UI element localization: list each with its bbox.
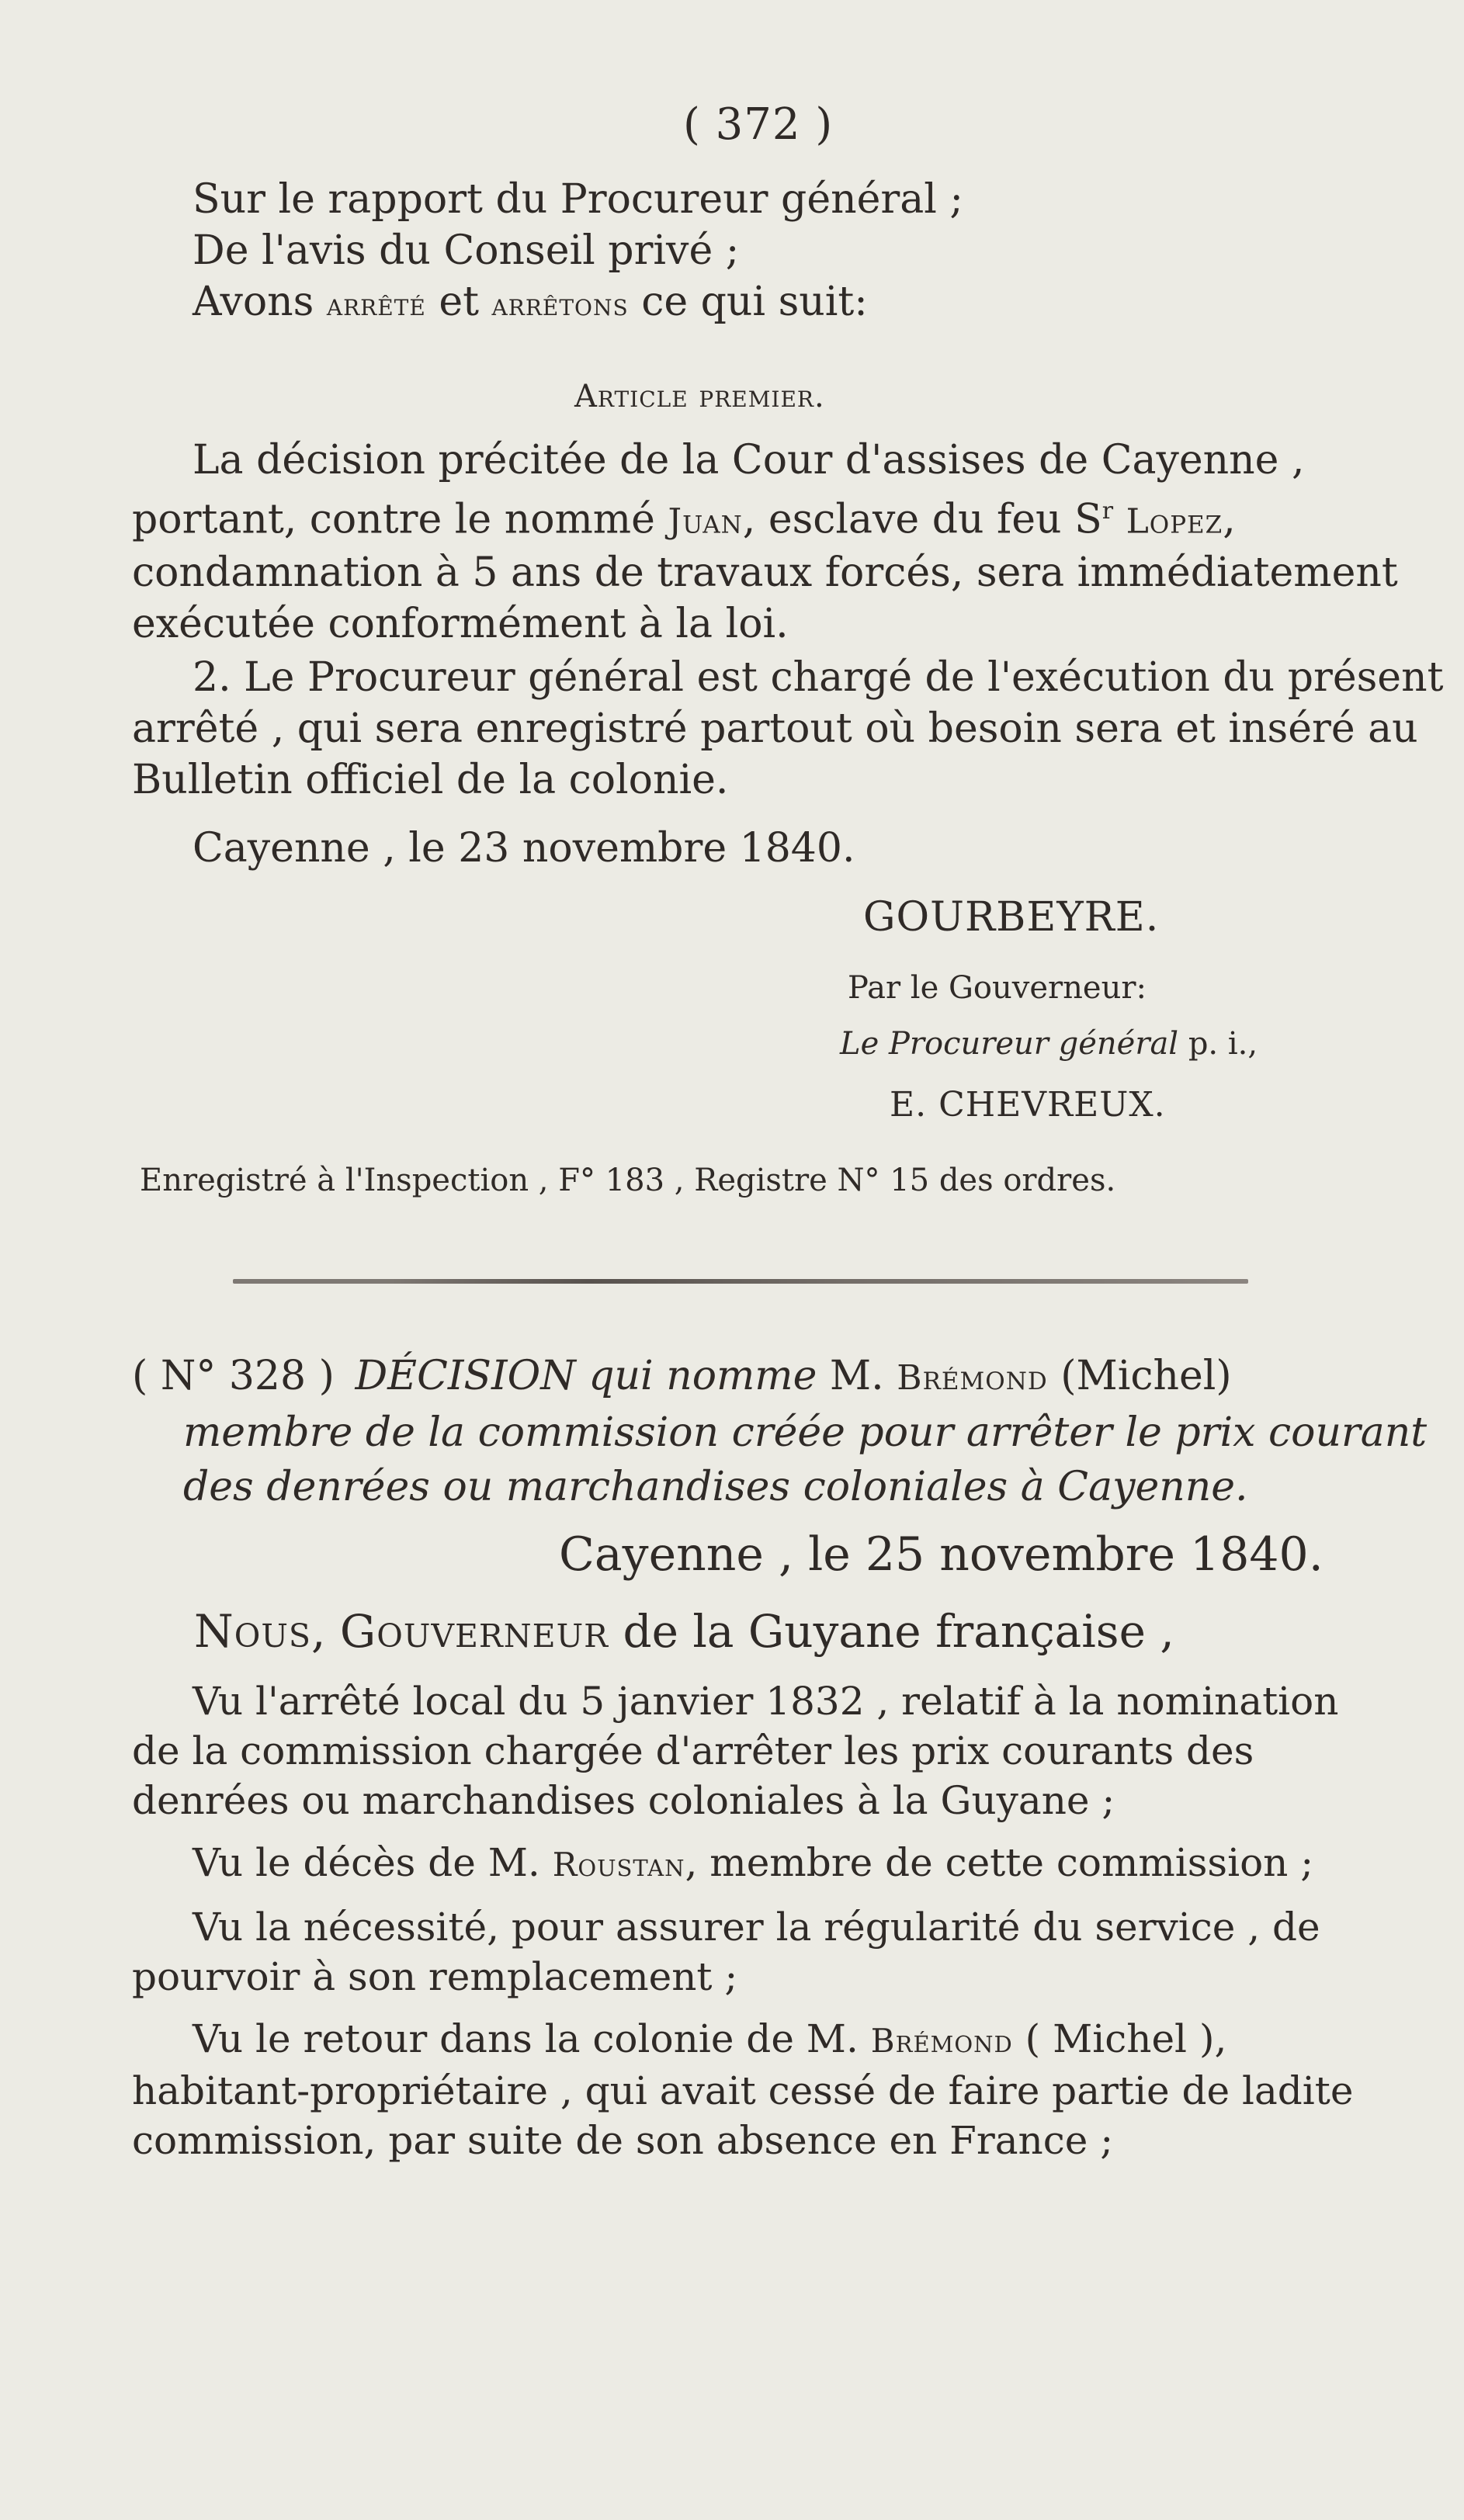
body-p2-c: , membre de cette commission ;	[685, 1840, 1314, 1885]
intro-et: et	[439, 279, 479, 325]
body-p3-line-1: Vu la nécessité, pour assurer la régularité du service , de	[193, 1905, 1320, 1950]
article-2-line-1: 2. Le Procureur général est chargé de l'exécution du présent	[193, 654, 1444, 701]
article-1-l2-a: portant, contre le nommé	[132, 496, 655, 543]
date-1-block	[132, 823, 1389, 874]
intro-line-2: De l'avis du Conseil privé ;	[193, 227, 740, 274]
name-juan: Juan	[668, 501, 743, 542]
article-2-line-2: arrêté , qui sera enregistré partout où besoin sera et inséré au	[132, 705, 1418, 752]
body-p4-line-2: habitant-propriétaire , qui avait cessé de faire partie de ladite	[132, 2068, 1354, 2113]
procureur-italic: Le Procureur général	[840, 1026, 1179, 1062]
date-1: Cayenne , le 23 novembre 1840.	[193, 825, 855, 872]
intro-line-1: Sur le rapport du Procureur général ;	[193, 176, 963, 223]
article-1-l2-c: , esclave du feu S	[742, 496, 1102, 543]
procureur-suffix: p. i.,	[1188, 1026, 1258, 1062]
article-1-line-2	[132, 486, 1389, 547]
nous-rest: de la Guyane française ,	[609, 1605, 1174, 1658]
intro-block	[132, 174, 1389, 331]
page-number: ( 372 )	[683, 99, 834, 150]
name-bremond: Brémond	[870, 2022, 1013, 2060]
intro-line-3	[132, 276, 1389, 331]
article-1-l2-e: ,	[1223, 496, 1236, 543]
article-heading: Article premier.	[574, 379, 825, 414]
body-p4-a: Vu le retour dans la colonie de M.	[193, 2016, 859, 2061]
article-1-sup: r	[1101, 497, 1114, 525]
procureur-line	[840, 1026, 1258, 1062]
article-1-line-1: La décision précitée de la Cour d'assises de Cayenne ,	[193, 437, 1305, 484]
body-p4-c: ( Michel ),	[1025, 2016, 1227, 2061]
body-p1-line-3: denrées ou marchandises coloniales à la Guyane ;	[132, 1778, 1115, 1823]
intro-avons: Avons	[193, 279, 314, 325]
nous-line	[194, 1605, 1174, 1658]
article-2-line-3: Bulletin officiel de la colonie.	[132, 757, 729, 803]
section-divider	[233, 1279, 1248, 1284]
name-lopez: Lopez	[1126, 501, 1223, 542]
decision-name: Brémond	[897, 1358, 1048, 1398]
signature-gourbeyre: GOURBEYRE.	[863, 894, 1160, 941]
registration-note: Enregistré à l'Inspection , F° 183 , Registre N° 15 des ordres.	[140, 1163, 1116, 1198]
decision-qui-nomme: qui nomme	[588, 1353, 817, 1399]
body-p3-line-2: pourvoir à son remplacement ;	[132, 1954, 738, 1999]
article-2	[132, 652, 1444, 806]
decision-m: M.	[829, 1353, 884, 1399]
decision-heading-line-3: des denrées ou marchandises coloniales à Cayenne.	[183, 1464, 1248, 1510]
name-roustan: Roustan	[552, 1846, 685, 1884]
decision-heading	[132, 1349, 1428, 1514]
intro-arretons: arrêtons	[491, 287, 629, 323]
par-le-gouverneur: Par le Gouverneur:	[848, 970, 1147, 1006]
article-1	[132, 435, 1398, 650]
intro-ce-qui-suit: ce qui suit:	[641, 279, 868, 325]
decision-name-paren: (Michel)	[1060, 1353, 1232, 1399]
nous-word: Nous	[194, 1605, 312, 1658]
body-p4-line-1	[132, 2014, 1389, 2066]
article-1-line-4: exécutée conformément à la loi.	[132, 601, 789, 648]
article-1-line-3: condamnation à 5 ans de travaux forcés, sera immédiatement	[132, 549, 1398, 597]
decision-title: DÉCISION	[355, 1353, 576, 1399]
body-p2	[132, 1838, 1389, 1890]
intro-arrete: arrêté	[326, 287, 426, 323]
nous-comma: ,	[311, 1605, 340, 1658]
decision-heading-line-1	[132, 1349, 1397, 1406]
body-p1-line-1: Vu l'arrêté local du 5 janvier 1832 , relatif à la nomination	[193, 1679, 1339, 1724]
body-p1-line-2: de la commission chargée d'arrêter les prix courants des	[132, 1728, 1254, 1773]
decision-number: ( N° 328 )	[132, 1353, 335, 1399]
date-2: Cayenne , le 25 novembre 1840.	[559, 1527, 1323, 1582]
signature-chevreux: E. CHEVREUX.	[890, 1085, 1166, 1125]
body-p2-a: Vu le décès de M.	[193, 1840, 540, 1885]
body-p4-line-3: commission, par suite de son absence en France ;	[132, 2118, 1114, 2163]
body-2	[132, 1676, 1389, 2165]
gouverneur-word: Gouverneur	[339, 1605, 609, 1658]
decision-heading-line-2: membre de la commission créée pour arrêter le prix courant	[183, 1409, 1428, 1456]
